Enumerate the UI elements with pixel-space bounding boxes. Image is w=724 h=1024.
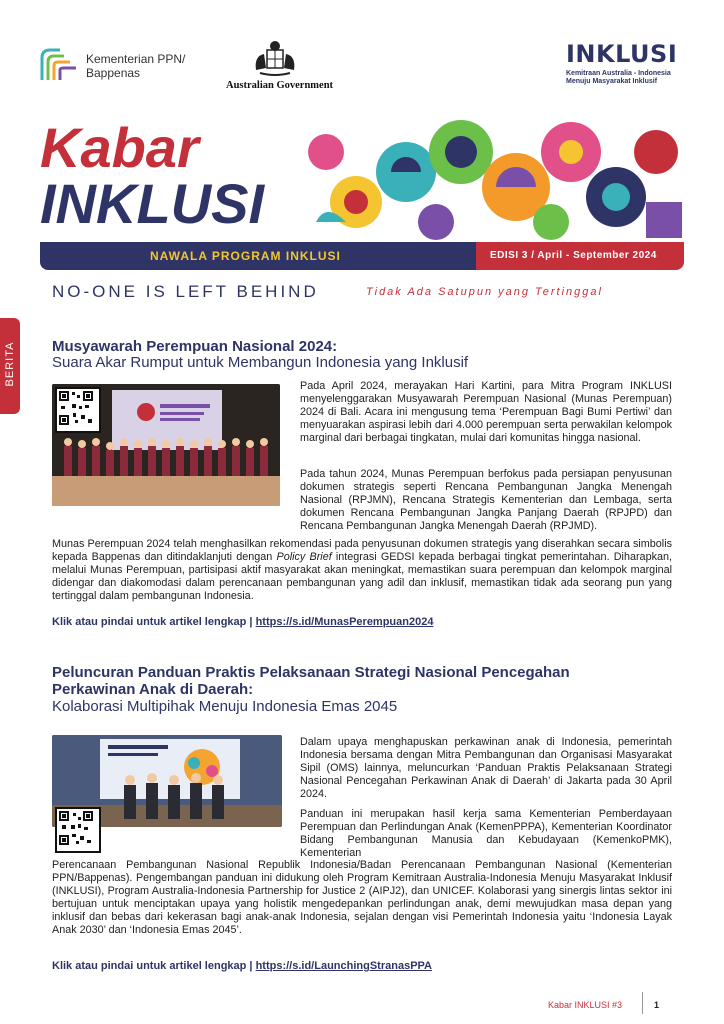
tagline-subtitle: Tidak Ada Satupun yang Tertinggal xyxy=(366,286,603,298)
section-tab-label: BERITA xyxy=(4,341,16,387)
footer-publication: Kabar INKLUSI #3 xyxy=(548,1000,623,1010)
article2-link[interactable]: https://s.id/LaunchingStranasPPA xyxy=(255,960,433,972)
australian-government-text: Australian Government xyxy=(226,80,334,91)
article1-title: Musyawarah Perempuan Nasional 2024: xyxy=(52,338,338,355)
article1-subtitle: Suara Akar Rumput untuk Membangun Indonesia yang Inklusif xyxy=(52,354,469,371)
footer-divider xyxy=(642,992,643,1014)
article2-title-line1: Peluncuran Panduan Praktis Pelaksanaan Strategi Nasional Pencegahan xyxy=(52,664,570,681)
article1-link[interactable]: https://s.id/MunasPerempuan2024 xyxy=(255,616,434,628)
article1-link-label: Klik atau pindai untuk artikel lengkap | xyxy=(52,616,256,628)
article1-paragraph-1: Pada April 2024, merayakan Hari Kartini, para Mitra Program INKLUSI menyelenggarakan Musyawarah Perempuan Nasional (Munas Perempuan) 2024 di Bali. Acara ini mengusung tema ‘Perempuan Bagi Bumi Pertiwi’ dan menyuarakan aspirasi lebih dari 4.000 perempuan serta perwakilan kelompok marginal dari berbagai tingkatan, mulai dari komunitas hingga nasional. xyxy=(300,380,672,444)
tagline: NO-ONE IS LEFT BEHIND xyxy=(52,282,319,301)
article1-link-row xyxy=(52,616,433,628)
qr-code-icon[interactable] xyxy=(55,807,101,853)
article2-link-label: Klik atau pindai untuk artikel lengkap | xyxy=(52,960,256,972)
bappenas-logo xyxy=(40,48,78,82)
page-number: 1 xyxy=(654,1000,660,1010)
article1-p3-text: Munas Perempuan 2024 telah menghasilkan rekomendasi pada penyusunan dokumen strategis yang diserahkan secara simbolis kepada Bappenas dan ditindaklanjuti dengan xyxy=(52,538,672,563)
edition-label: EDISI 3 / April - September 2024 xyxy=(490,250,657,261)
article2-title-line2: Perkawinan Anak di Daerah: xyxy=(52,681,254,698)
article1-paragraph-3 xyxy=(52,538,672,603)
masthead-inklusi: INKLUSI xyxy=(40,172,264,235)
article2-paragraph-2: Panduan ini merupakan hasil kerja sama Kementerian Pemberdayaan Perempuan dan Perlindungan Anak (KemenPPPA), Kementerian Koordinator Bidang Pembangunan Manusia dan Kebudayaan (KemenkoPMK), Kementerian xyxy=(300,808,672,859)
article2-subtitle: Kolaborasi Multipihak Menuju Indonesia Emas 2045 xyxy=(52,698,398,715)
nawala-label: NAWALA PROGRAM INKLUSI xyxy=(150,249,341,263)
qr-code-icon[interactable] xyxy=(55,387,101,433)
nawala-banner xyxy=(40,242,476,270)
article2-paragraph-1: Dalam upaya menghapuskan perkawinan anak di Indonesia, pemerintah Indonesia bersama dengan Mitra Pembangunan dan Organisasi Masyarakat Sipil (OMS) lainnya, meluncurkan ‘Panduan Praktis Pelaksanaan Strategi Nasional Pencegahan Perkawinan Anak di Daerah’ di Jakarta pada 30 April 2024. xyxy=(300,736,672,800)
article2-paragraph-3: Perencanaan Pembangunan Nasional Republik Indonesia/Badan Perencanaan Pembangunan Nasional (Kementerian PPN/Bappenas). Pengembangan panduan ini didukung oleh Program Kemitraan Australia-Indonesia Menuju Masyarakat Inklusif (INKLUSI), Program Australia-Indonesia Partnership for Justice 2 (AIPJ2), dan UNICEF. Kolaborasi yang sinergis lintas sektor ini bertujuan untuk menciptakan upaya yang holistik mengedepankan perlindungan anak, demi mewujudkan masa depan yang inklusif dan bebas dari kekerasan bagi anak-anak Indonesia, sejalan dengan visi Pemerintah Indonesia yaitu ‘Indonesia Layak Anak 2030’ dan ‘Indonesia Emas 2045’. xyxy=(52,859,672,936)
inklusi-logo-subtitle: Kemitraan Australia - Indonesia Menuju Masyarakat Inklusif xyxy=(566,70,671,85)
article2-link-row xyxy=(52,960,432,972)
edition-banner xyxy=(476,242,684,270)
article1-p3-text-end: integrasi GEDSI kepada berbagai tingkat pemerintahan. Diharapkan, melalui Munas Perempuan, partisipasi aktif masyarakat akan meningkat, memastikan suara perempuan dan kelompok marginal didengar dan diakomodasi dalam perencanaan pembangunan yang adil dan inklusif, memastikan tidak ada seorang pun yang tertinggal dalam pembangunan Indonesia. xyxy=(52,551,672,602)
bappenas-logo-text: Kementerian PPN/ Bappenas xyxy=(86,52,186,80)
masthead-kabar: Kabar xyxy=(40,116,199,179)
article1-paragraph-2: Pada tahun 2024, Munas Perempuan berfokus pada persiapan penyusunan dokumen strategis seperti Rencana Pembangunan Jangka Menengah Nasional (RPJMN), Rencana Strategis Kementerian dan Lembaga, serta dokumen Rencana Pembangunan Jangka Panjang Daerah (RPJPD) dan Rencana Pembangunan Jangka Menengah Daerah (RPJMD). xyxy=(300,468,672,532)
article1-p3-emphasis: Policy Brief xyxy=(276,551,332,563)
section-tab-berita xyxy=(0,318,20,414)
australian-crest-icon xyxy=(250,38,300,78)
masthead-illustration xyxy=(296,112,686,244)
inklusi-logo: INKLUSI xyxy=(566,40,678,68)
